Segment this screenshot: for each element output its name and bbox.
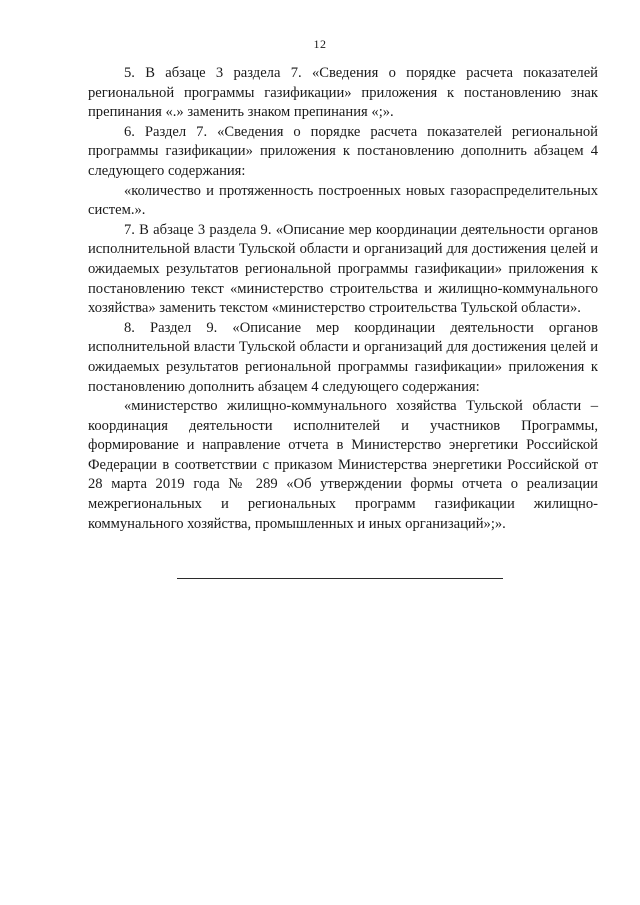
- paragraph-5: 5. В абзаце 3 раздела 7. «Сведения о порядке расчета показателей региональной программы газификации» приложения к постановлению знак препинания «.» заменить знаком препинания «;».: [88, 65, 598, 121]
- end-divider-line: [177, 578, 503, 579]
- paragraph-6-quote: «количество и протяженность построенных новых газораспределительных систем.».: [88, 182, 598, 219]
- document-body: [88, 64, 598, 534]
- paragraph-6: 6. Раздел 7. «Сведения о порядке расчета показателей региональной программы газификации» приложения к постановлению дополнить абзацем 4 следующего содержания:: [88, 123, 598, 179]
- page-number: 12: [313, 37, 327, 51]
- paragraph-8-quote: «министерство жилищно-коммунального хозяйства Тульской области – координация деятельности исполнителей и участников Программы, формирование и направление отчета в Министерство энергетики Российской Федерации в соответствии с приказом Министерства энергетики Российской от 28 марта 2019 года № 289 «Об утверждении формы отчета о реализации межрегиональных и региональных программ газификации жилищно-коммунального хозяйства, промышленных и иных организаций»;».: [88, 398, 598, 532]
- paragraph-7: 7. В абзаце 3 раздела 9. «Описание мер координации деятельности органов исполнительной власти Тульской области и организаций для достижения целей и ожидаемых результатов региональной программы газификации» приложения к постановлению текст «министерство строительства и жилищно-коммунального хозяйства» заменить текстом «министерство строительства Тульской области».: [88, 221, 598, 317]
- paragraph-8: 8. Раздел 9. «Описание мер координации деятельности органов исполнительной власти Тульской области и организаций для достижения целей и ожидаемых результатов региональной программы газификации» приложения к постановлению дополнить абзацем 4 следующего содержания:: [88, 319, 598, 395]
